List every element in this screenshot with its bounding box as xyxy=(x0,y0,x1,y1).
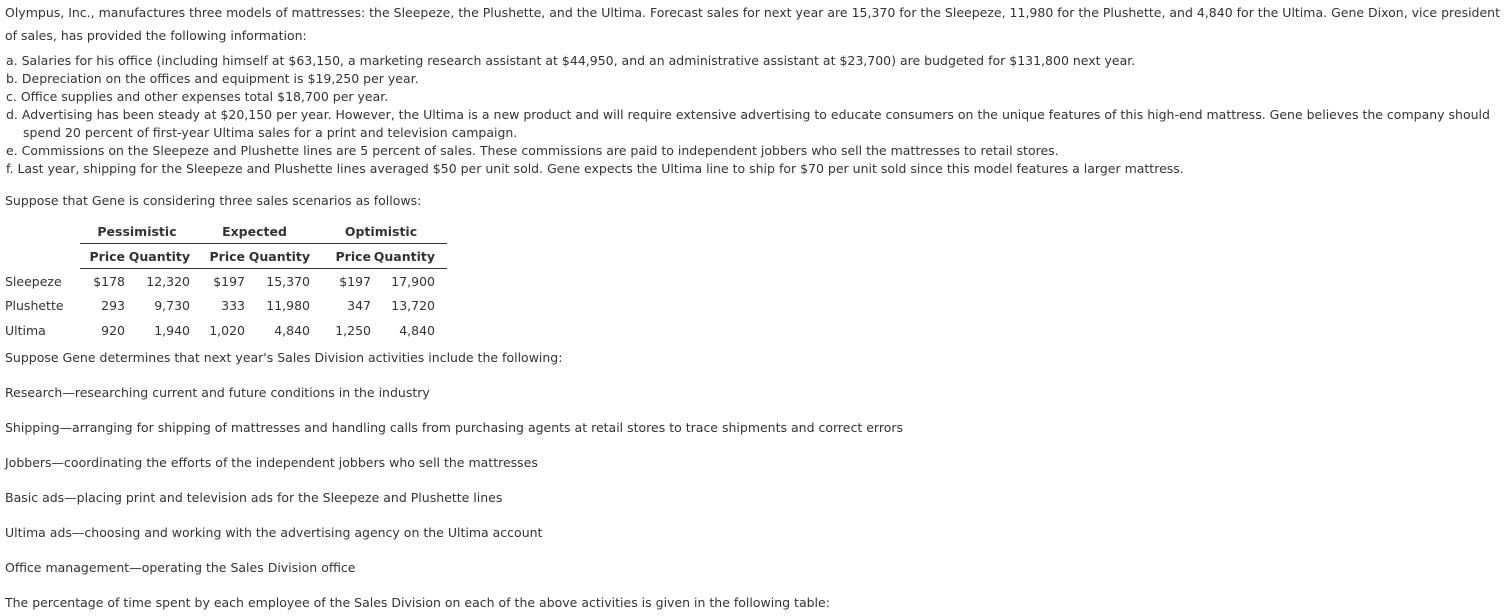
scenarios-intro: Suppose that Gene is considering three sales scenarios as follows: xyxy=(5,193,422,208)
table-cell: 17,900 xyxy=(391,273,435,289)
activity-ultima-ads: Ultima ads—choosing and working with the advertising agency on the Ultima account xyxy=(5,525,543,540)
intro-paragraph: Olympus, Inc., manufactures three models of mattresses: the Sleepeze, the Plushette, and the Ultima. Forecast sales for next year are 15,370 for the Sleepeze, 11,980 for the Plushette, and 4,840 for the Ultima. Gene Dixon, vice president of sales, has provided the following information: xyxy=(5,5,1500,43)
activity-office-management: Office management—operating the Sales Division office xyxy=(5,560,356,575)
scenarios-table xyxy=(5,219,447,343)
table-row xyxy=(5,318,447,343)
table-cell: 293 xyxy=(101,298,125,314)
empty-corner xyxy=(5,219,80,244)
group-header-row xyxy=(5,219,447,244)
table-cell: 1,940 xyxy=(154,322,190,338)
activity-jobbers: Jobbers—coordinating the efforts of the independent jobbers who sell the mattresses xyxy=(5,455,538,470)
col-header-quantity: Quantity xyxy=(125,244,194,269)
closing-paragraph: The percentage of time spent by each employee of the Sales Division on each of the above activities is given in the following table: xyxy=(5,595,830,610)
col-header-price: Price xyxy=(194,244,245,269)
information-list xyxy=(6,52,1501,178)
table-cell: $178 xyxy=(93,273,125,289)
info-item-e: e. Commissions on the Sleepeze and Plushette lines are 5 percent of sales. These commissions are paid to independent jobbers who sell the mattresses to retail stores. xyxy=(6,143,1059,158)
row-label: Plushette xyxy=(5,298,64,314)
table-cell: $197 xyxy=(339,273,371,289)
table-cell: 11,980 xyxy=(266,298,310,314)
col-header-quantity: Quantity xyxy=(245,244,315,269)
row-label: Ultima xyxy=(5,322,46,338)
table-cell: 1,250 xyxy=(335,322,371,338)
group-expected: Expected xyxy=(222,223,287,239)
col-header-price: Price xyxy=(80,244,125,269)
table-cell: 1,020 xyxy=(209,322,245,338)
info-item-c: c. Office supplies and other expenses total $18,700 per year. xyxy=(6,89,389,104)
info-item-d: d. Advertising has been steady at $20,150 per year. However, the Ultima is a new product and will require extensive advertising to educate consumers on the unique features of this high-end mattress. Gene believes the company should spend 20 percent of first-year Ultima sales for a print and television campaign. xyxy=(6,107,1490,140)
activity-research: Research—researching current and future conditions in the industry xyxy=(5,385,430,400)
table-cell: 920 xyxy=(101,322,125,338)
group-optimistic: Optimistic xyxy=(344,223,418,239)
table-cell: 4,840 xyxy=(274,322,310,338)
table-cell: 13,720 xyxy=(391,298,435,314)
table-cell: 347 xyxy=(347,298,371,314)
sub-header-row xyxy=(5,244,447,269)
table-cell: 333 xyxy=(221,298,245,314)
activity-shipping: Shipping—arranging for shipping of mattresses and handling calls from purchasing agents at retail stores to trace shipments and correct errors xyxy=(5,420,903,435)
table-cell: $197 xyxy=(213,273,245,289)
table-cell: 15,370 xyxy=(266,273,310,289)
col-header-quantity: Quantity xyxy=(371,244,447,269)
activity-basic-ads: Basic ads—placing print and television ads for the Sleepeze and Plushette lines xyxy=(5,490,503,505)
info-item-b: b. Depreciation on the offices and equipment is $19,250 per year. xyxy=(6,71,419,86)
row-label: Sleepeze xyxy=(5,273,62,289)
col-header-price: Price xyxy=(315,244,371,269)
info-item-f: f. Last year, shipping for the Sleepeze and Plushette lines averaged $50 per unit sold. Gene expects the Ultima line to ship for $70 per unit sold since this model features a larger mattress. xyxy=(6,161,1184,176)
table-cell: 12,320 xyxy=(146,273,190,289)
group-pessimistic: Pessimistic xyxy=(97,223,177,239)
table-row xyxy=(5,294,447,319)
table-row xyxy=(5,269,447,294)
table-cell: 4,840 xyxy=(399,322,435,338)
info-item-a: a. Salaries for his office (including himself at $63,150, a marketing research assistant at $44,950, and an administrative assistant at $23,700) are budgeted for $131,800 next year. xyxy=(6,53,1136,68)
activities-intro: Suppose Gene determines that next year's Sales Division activities include the following: xyxy=(5,350,563,365)
table-cell: 9,730 xyxy=(154,298,190,314)
empty-corner-2 xyxy=(5,244,80,269)
